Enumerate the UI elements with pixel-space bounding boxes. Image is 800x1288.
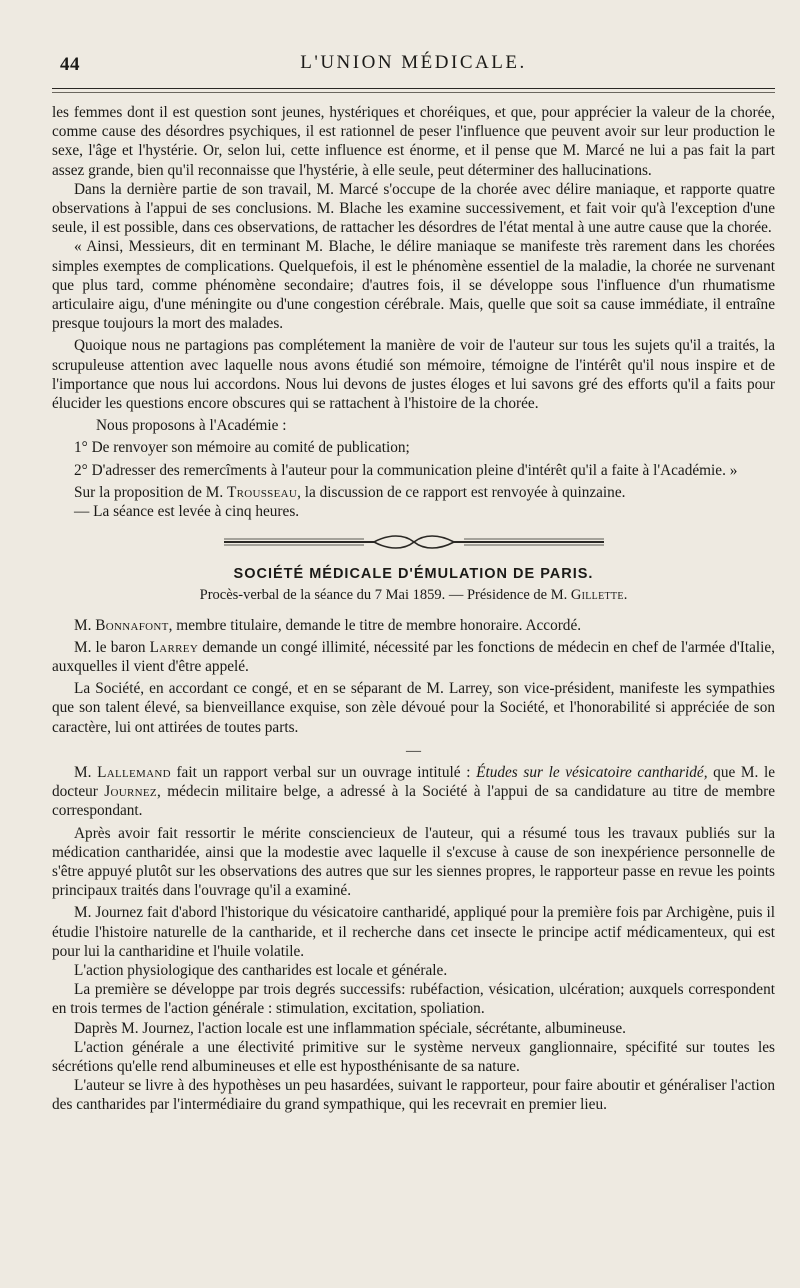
paragraph-action-locale: Daprès M. Journez, l'action locale est une inflammation spéciale, sécrétante, albumineuse. (74, 1019, 626, 1037)
short-separator: — (406, 742, 421, 759)
paragraph-proposal-1: 1° De renvoyer son mémoire au comité de publication; (74, 439, 410, 457)
section-title: SOCIÉTÉ MÉDICALE D'ÉMULATION DE PARIS. (233, 566, 594, 583)
paragraph-proposal-2: 2° D'adresser des remercîments à l'auteur pour la communication pleine d'intérêt qu'il a faite à l'Académie. » (74, 461, 738, 479)
paragraph-bonnafont (52, 616, 775, 635)
paragraph-proposal-intro: Nous proposons à l'Académie : (96, 417, 287, 435)
paragraph-marce-delire: Dans la dernière partie de son travail, M. Marcé s'occupe de la chorée avec délire maniaque, et rapporte quatre observations à l'appui de ses conclusions. M. Blache les examine successivement, et fait voir qu'à l'exception d'une seule, il est possible, dans ces observations, de rattacher les désordres de l'état mental à une autre cause que la chorée. (52, 180, 775, 237)
text-segment: , membre titulaire, demande le titre de membre honoraire. Accordé. (168, 616, 582, 634)
person-name: Lallemand (97, 763, 171, 781)
paragraph-action-generale: L'action générale a une électivité primitive sur le système nerveux ganglionnaire, spécifité sur toutes les sécrétions qu'elle rend albumineuses et elle est hyposthénisante de sa nature. (52, 1038, 775, 1075)
text-segment: M. (74, 763, 98, 781)
ornamental-divider (52, 527, 775, 557)
text-segment: fait un rapport verbal sur un ouvrage intitulé : (170, 763, 477, 781)
text-segment: que M. le docteur (52, 763, 775, 801)
text-segment: Procès-verbal de la séance du 7 Mai 1859. — Présidence de M. (199, 587, 571, 604)
person-name: Trousseau (226, 483, 298, 501)
text-segment: demande un congé illimité, nécessité par les fonctions de médecin en chef de l'armée d'Italie, auxquelles il vient d'être appelé. (52, 638, 775, 676)
text-segment: M. (74, 616, 96, 634)
page-header (52, 50, 775, 89)
text-segment: . (623, 587, 628, 604)
paragraph-premiere: La première se développe par trois degrés successifs: rubéfaction, vésication, ulcération; auxquels correspondent en trois termes de l'action générale : stimulation, excitation, spoliation. (52, 981, 775, 1018)
work-title: Études sur le vésicatoire cantharidé, (476, 763, 708, 781)
paragraph-historique: M. Journez fait d'abord l'historique du vésicatoire cantharidé, appliqué pour la première fois par Archigène, puis il étudie l'histoire naturelle de la cantharide, et il recherche dans cet insecte le principe actif médicamenteux, qui est pour lui la cantharidine et l'huile volatile. (52, 904, 775, 960)
article-body (52, 91, 775, 1115)
ornament-rule-icon (224, 534, 604, 550)
running-title: L'UNION MÉDICALE. (300, 52, 527, 73)
paragraph-lallemand (52, 763, 775, 821)
paragraph-trousseau (52, 483, 775, 502)
proces-verbal-line (52, 586, 775, 605)
text-segment: Sur la proposition de M. (74, 483, 227, 501)
page-number: 44 (60, 54, 80, 75)
paragraph-continuation: les femmes dont il est question sont jeunes, hystériques et choréiques, et que, pour apprécier la valeur de la chorée, comme cause des désordres psychiques, il est rationnel de peser l'influence que peuvent avoir sur leur production le sexe, l'âge et l'hystérie. Or, selon lui, cette influence est énorme, et il pense que M. Marcé ne lui a pas fait la part assez grande, bien qu'il reconnaisse que l'hystérie, à elle seule, peut déterminer des hallucinations. (52, 104, 775, 179)
person-name: Gillette (570, 587, 624, 604)
person-name: Journez (104, 783, 157, 801)
paragraph-merite: Après avoir fait ressortir le mérite consciencieux de l'auteur, qui a résumé tous les travaux publiés sur la médication cantharidée, ainsi que la modestie avec laquelle il s'excuse à cause de son inexpérience personnelle de s'être appuyé plutôt sur les observations des autres que sur les siennes propres, le rapporteur passe en revue les points principaux traités dans l'ouvrage qu'il a examiné. (52, 824, 775, 900)
person-name: Larrey (149, 638, 199, 656)
paragraph-appraisal: Quoique nous ne partagions pas complétement la manière de voir de l'auteur sur tous les sujets qu'il a traités, la scrupuleuse attention avec laquelle nous avons étudié son mémoire, témoigne de l'intérêt qu'il nous inspire et de l'importance que nous lui accordons. Nous lui devons de justes éloges et lui savons gré des efforts qu'il a faits pour élucider les questions encore obscures qui se rattachent à l'histoire de la chorée. (52, 337, 775, 413)
paragraph-larrey (52, 638, 775, 676)
paragraph-blache-quote: « Ainsi, Messieurs, dit en terminant M. Blache, le délire maniaque se manifeste très rarement dans les chorées simples exemptes de complications. Quelquefois, il est le phénomène essentiel de la maladie, la chorée ne survenant que plus tard, comme phénomène secondaire; d'autres fois, il se développe sous l'influence d'un rhumatisme articulaire aigu, d'une méningite ou d'une congestion cérébrale. Mais, quelle que soit sa cause immédiate, il entraîne presque toujours la mort des malades. (52, 238, 775, 333)
text-segment: , la discussion de ce rapport est renvoyée à quinzaine. (297, 483, 626, 501)
paragraph-seance-levee: — La séance est levée à cinq heures. (74, 503, 300, 521)
text-segment: , médecin militaire belge, a adressé à la Société à l'appui de sa candidature au titre de membre correspondant. (52, 783, 776, 820)
paragraph-hypotheses: L'auteur se livre à des hypothèses un peu hasardées, suivant le rapporteur, pour faire aboutir et généraliser l'action des cantharides par l'intermédiaire du grand sympathique, qui les recevrait en premier lieu. (52, 1077, 775, 1114)
paragraph-societe-conge: La Société, en accordant ce congé, et en se séparant de M. Larrey, son vice-président, manifeste les sympathies que son talent élevé, sa bienveillance exquise, son zèle dévoué pour la Société, et l'honorabilité si appréciée de son caractère, lui ont attirées de toutes parts. (52, 680, 775, 736)
paragraph-action-physiologique: L'action physiologique des cantharides est locale et générale. (74, 961, 448, 979)
person-name: Bonnafont (95, 616, 169, 634)
text-segment: M. le baron (74, 638, 150, 656)
